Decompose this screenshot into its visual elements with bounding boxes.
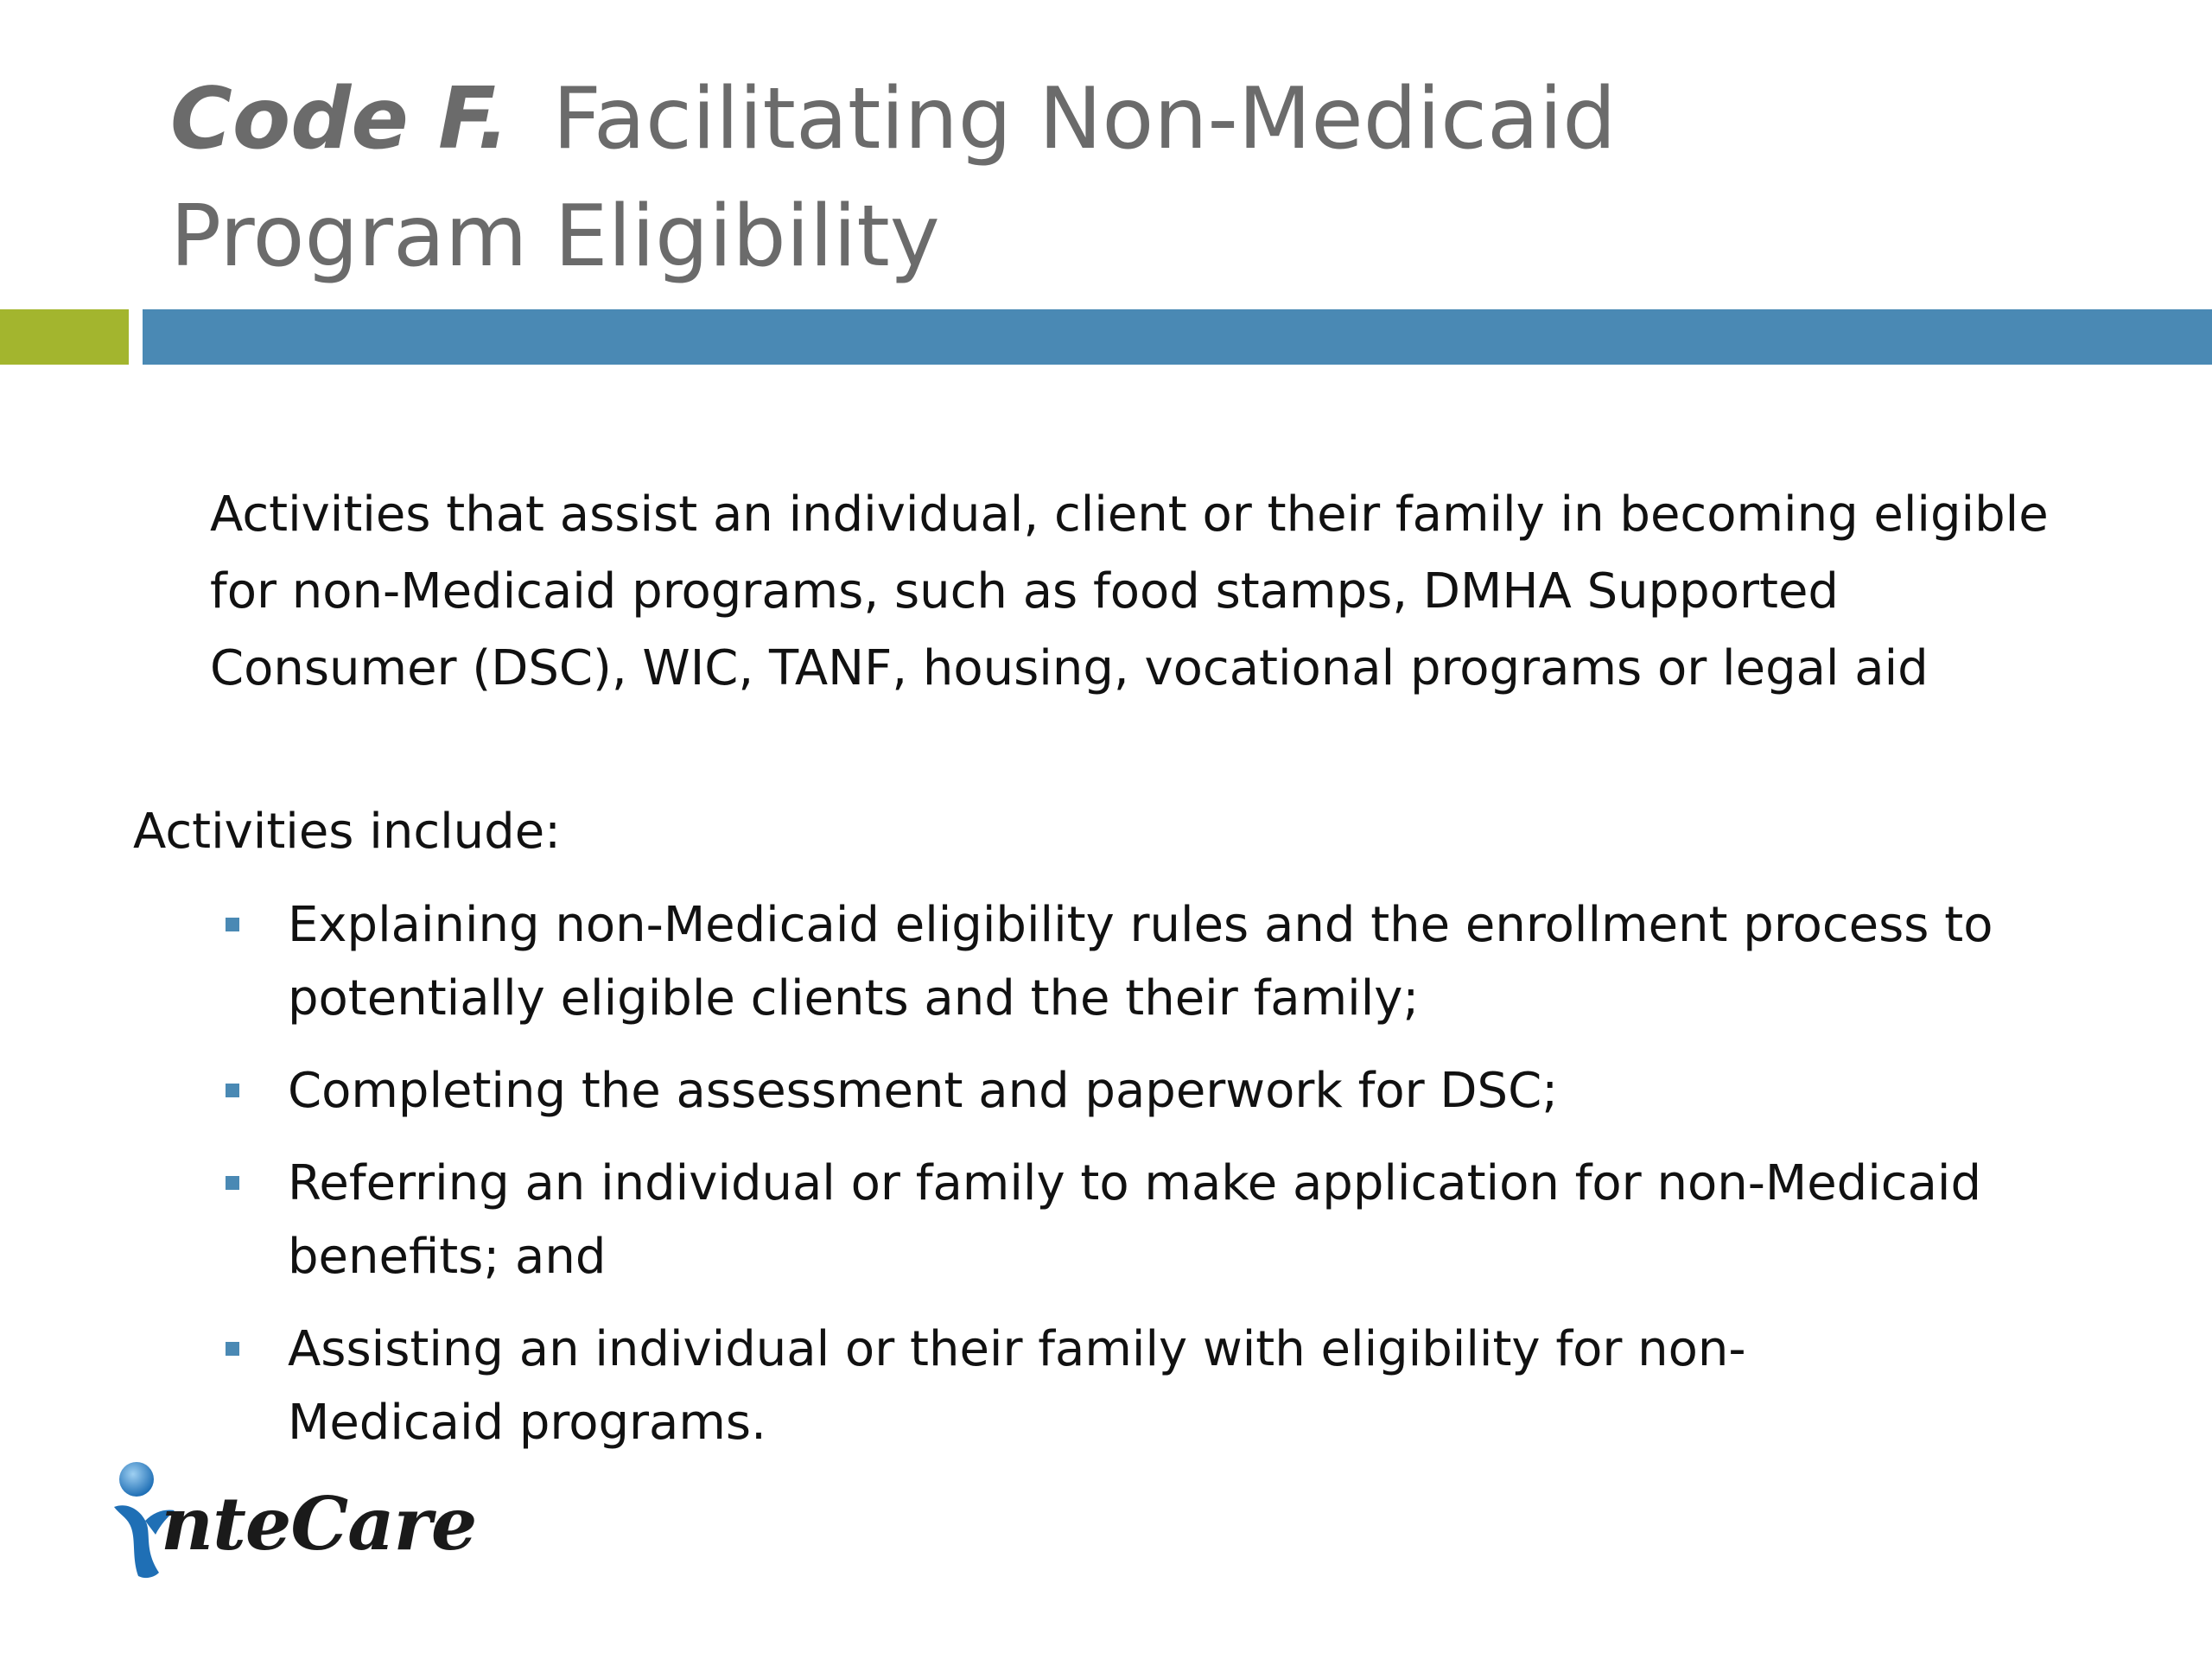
square-bullet-icon: [226, 1342, 239, 1356]
square-bullet-icon: [226, 1176, 239, 1190]
logo-text: nteCare: [161, 1481, 477, 1567]
list-item: [288, 1147, 2016, 1294]
list-item-text: Completing the assessment and paperwork for DSC;: [288, 1063, 1559, 1119]
intecare-logo: [111, 1457, 477, 1586]
list-item: [288, 1313, 1826, 1459]
activities-label: Activities include:: [133, 804, 562, 860]
intro-paragraph: Activities that assist an individual, client or their family in becoming eligible for non-Medicaid programs, such as food stamps, DMHA Supported Consumer (DSC), WIC, TANF, housing, vocational programs or legal aid: [210, 486, 2049, 696]
list-item-text: Referring an individual or family to make application for non-Medicaid benefits; and: [288, 1155, 1981, 1285]
list-item: [288, 1054, 2085, 1128]
list-item-text: Explaining non-Medicaid eligibility rules and the enrollment process to potentially eligible clients and the their family;: [288, 897, 1993, 1027]
slide-title: [170, 60, 1898, 296]
list-item-text: Assisting an individual or their family with eligibility for non-Medicaid programs.: [288, 1321, 1746, 1451]
title-code: Code F.: [170, 70, 510, 168]
square-bullet-icon: [226, 918, 239, 931]
square-bullet-icon: [226, 1084, 239, 1097]
accent-bar-blue: [143, 309, 2212, 365]
list-item: [288, 888, 2016, 1035]
title-line1: Facilitating Non-Medicaid: [552, 70, 1617, 168]
accent-bar-green: [0, 309, 129, 365]
title-line2: Program Eligibility: [170, 188, 940, 286]
